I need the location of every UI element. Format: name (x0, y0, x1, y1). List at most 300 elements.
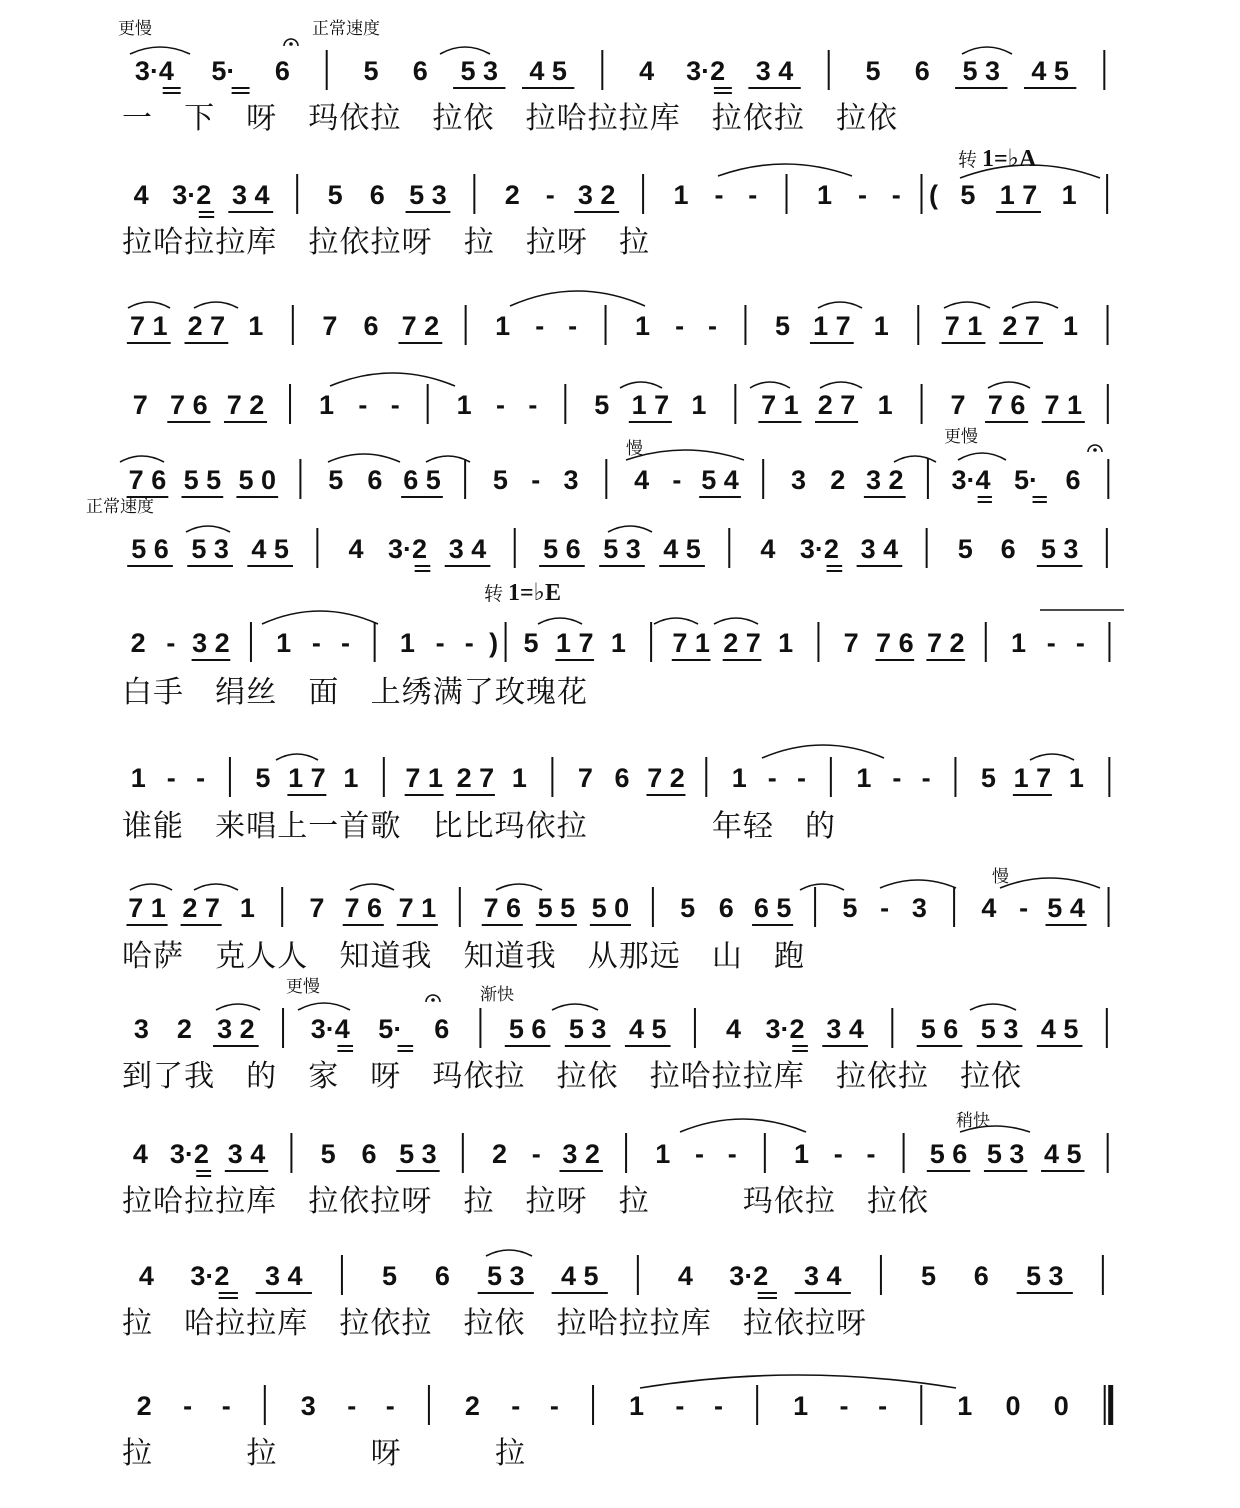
sustain-dash: - (708, 311, 718, 341)
note-group: 3·2 (169, 1139, 209, 1169)
note-group: 5 (328, 465, 344, 495)
slur-arc (120, 456, 164, 462)
slur-arc (1000, 878, 1100, 888)
slur-arc (426, 456, 470, 462)
note-group: 6 (614, 763, 630, 793)
note-group: 6 (718, 893, 734, 923)
sustain-dash: - (857, 180, 867, 210)
note-group: 5 6 (929, 1139, 968, 1169)
note-group: 5 (842, 893, 858, 923)
note-group: 7 6 (987, 390, 1026, 420)
note-group: 7 6 (344, 893, 383, 923)
score-row (122, 1385, 1111, 1471)
sustain-dash: - (891, 180, 901, 210)
score-row (122, 1111, 1108, 1219)
note-group: 6 (369, 180, 385, 210)
tempo-mark: 更慢 (118, 19, 152, 39)
note-group: 4 5 (1031, 56, 1069, 86)
note-group: 2 7 (182, 893, 220, 923)
sustain-dash: - (714, 1391, 724, 1421)
slur-arc (128, 302, 170, 308)
sustain-dash: - (695, 1139, 705, 1169)
score-row (122, 867, 1109, 974)
sustain-dash: - (545, 180, 555, 210)
note-group: 5 3 (568, 1014, 607, 1044)
sustain-dash: - (833, 1139, 843, 1169)
score-row (122, 757, 1109, 844)
note-group: 6 (434, 1014, 450, 1044)
key-signature: 1=♭A (982, 146, 1037, 172)
note-group: 6 (274, 56, 290, 86)
note-group: 4 (138, 1261, 154, 1291)
note-group: 7 6 (483, 893, 522, 923)
note-group: 2 7 (1002, 311, 1040, 341)
note-group: 2 7 (456, 763, 495, 793)
key-change-label: 转 (958, 149, 978, 171)
lyric-line: 拉 哈拉拉库 拉依拉 拉依 拉哈拉拉库 拉依拉呀 (122, 1306, 866, 1341)
note-group: 7 1 (405, 763, 443, 793)
note-group: 1 (655, 1139, 671, 1169)
sustain-dash: - (880, 893, 890, 923)
slur-arc (958, 453, 1006, 460)
note-group: 7 1 (1044, 390, 1083, 420)
note-group: 5 5 (537, 893, 576, 923)
sustain-dash: - (531, 1139, 541, 1169)
note-group: 6 (1065, 465, 1081, 495)
slur-arc (944, 302, 990, 308)
note-group: 1 (1068, 763, 1084, 793)
note-group: 6 5 (403, 465, 441, 495)
note-group: 5 (327, 180, 343, 210)
slur-arc (440, 47, 490, 54)
note-group: 3·2 (172, 180, 212, 210)
note-group: 7 2 (226, 390, 265, 420)
sustain-dash: - (797, 763, 807, 793)
note-group: 1 7 (631, 390, 670, 420)
note-group: 1 (239, 893, 255, 923)
note-group: 4 5 (1044, 1139, 1082, 1169)
key-signature: 1=♭E (508, 580, 562, 606)
score-row (122, 1255, 1103, 1341)
fermata-dot (431, 998, 435, 1002)
note-group: 2 7 (723, 628, 761, 658)
note-group: 5 (774, 311, 790, 341)
note-group: 3 (790, 465, 806, 495)
note-group: 1 7 (1013, 763, 1052, 793)
note-group: 4 (760, 534, 776, 564)
note-group: 0 (1005, 1391, 1021, 1421)
note-group: 5 (381, 1261, 398, 1291)
note-group: 1 (276, 628, 292, 658)
slur-arc (298, 1003, 350, 1010)
note-group: 2 7 (817, 390, 856, 420)
sustain-dash: - (675, 1391, 685, 1421)
note-group: 3·4 (951, 465, 991, 495)
note-group: 7 6 (128, 465, 167, 495)
note-group: 3 2 (192, 628, 230, 658)
note-group: 2 (136, 1391, 152, 1421)
note-group: 5 0 (591, 893, 630, 923)
note-group: 3 4 (755, 56, 794, 86)
note-group: 4 (726, 1014, 742, 1044)
note-group: 7 (309, 893, 325, 923)
note-group: 1 (1061, 180, 1077, 210)
note-group: 3 4 (804, 1261, 842, 1291)
note-group: 4 5 (560, 1261, 599, 1291)
note-group: 1 (248, 311, 264, 341)
sustain-dash: - (748, 180, 758, 210)
note-group: 1 (628, 1391, 644, 1421)
note-group: 1 (1062, 311, 1079, 341)
note-group: 7 6 (170, 390, 208, 420)
slur-arc (130, 47, 190, 54)
note-group: 5 3 (980, 1014, 1019, 1044)
note-group: 3 4 (231, 180, 270, 210)
sustain-dash: - (727, 1139, 737, 1169)
slur-arc (750, 382, 790, 388)
slur-arc (608, 526, 652, 532)
sustain-dash: - (166, 763, 176, 793)
note-group: 6 (973, 1261, 989, 1291)
note-group: 2 (830, 465, 846, 495)
lyric-line: 到了我 的 家 呀 玛依拉 拉依 拉哈拉拉库 拉依拉 拉依 (122, 1059, 1021, 1094)
slur-arc (496, 884, 542, 890)
tempo-mark: 正常速度 (312, 19, 380, 39)
note-group: 4 (639, 56, 655, 86)
sustain-dash: - (196, 763, 206, 793)
note-group: 7 2 (647, 763, 685, 793)
fermata-dot (1093, 448, 1097, 452)
sustain-dash: - (390, 390, 400, 420)
score-row (133, 384, 1108, 424)
note-group: 3 4 (826, 1014, 864, 1044)
note-group: 5· (1013, 465, 1038, 495)
note-group: 4 (348, 534, 364, 564)
note-group: 5 3 (486, 1261, 525, 1291)
tempo-mark: 渐快 (480, 985, 514, 1005)
score-row (86, 497, 1107, 571)
note-group: 5 3 (460, 56, 499, 86)
sustain-dash: - (714, 180, 724, 210)
slur-arc (820, 382, 862, 388)
score-rows (86, 19, 1111, 1471)
sustain-dash: - (528, 390, 538, 420)
note-group: 5 (363, 56, 379, 86)
note-group: 5 3 (986, 1139, 1025, 1169)
slur-arc (350, 884, 394, 890)
note-group: 7 1 (761, 390, 799, 420)
score-row (118, 19, 1104, 136)
note-group: 3 4 (860, 534, 899, 564)
key-change-label: 转 (484, 583, 504, 605)
note-group: 5 (865, 56, 881, 86)
slur-arc (510, 291, 645, 306)
paren-mark: ) (489, 628, 499, 658)
note-group: 7 (322, 311, 338, 341)
note-group: 1 (816, 180, 833, 210)
note-group: 4 (981, 893, 997, 923)
note-group: 5 (492, 465, 508, 495)
note-group: 4 5 (628, 1014, 667, 1044)
note-group: 1 (130, 763, 146, 793)
sustain-dash: - (385, 1391, 395, 1421)
sustain-dash: - (839, 1391, 849, 1421)
sustain-dash: - (675, 311, 685, 341)
note-group: 3 2 (562, 1139, 600, 1169)
note-group: 3·2 (799, 534, 839, 564)
note-group: 5 (680, 893, 696, 923)
note-group: 2 (464, 1391, 480, 1421)
slur-arc (328, 454, 400, 462)
note-group: 1 (635, 311, 651, 341)
note-group: 3·2 (190, 1261, 230, 1291)
note-group: 3 2 (577, 180, 616, 210)
sustain-dash: - (464, 628, 474, 658)
note-group: 5 3 (1025, 1261, 1064, 1291)
note-group: 5 (594, 390, 610, 420)
slur-arc (330, 373, 455, 386)
sustain-dash: - (311, 628, 321, 658)
slur-arc (130, 884, 172, 890)
note-group: 5 3 (1040, 534, 1079, 564)
note-group: 7 1 (944, 311, 983, 341)
note-group: 0 (1053, 1391, 1069, 1421)
slur-arc (800, 884, 844, 890)
note-group: 6 (434, 1261, 450, 1291)
note-group: 5 0 (238, 465, 277, 495)
fermata-dot (289, 42, 293, 46)
tempo-mark: 稍快 (956, 1111, 990, 1131)
tempo-mark: 慢 (992, 867, 1009, 887)
note-group: 1 (673, 180, 689, 210)
lyric-line: 谁能 来唱上一首歌 比比玛依拉 年轻 的 (122, 809, 835, 844)
slur-arc (552, 1004, 598, 1010)
slur-arc (216, 1004, 260, 1010)
note-group: 7 (843, 628, 859, 658)
sustain-dash: - (531, 465, 541, 495)
note-group: 3 (133, 1014, 149, 1044)
paren-mark: ( (929, 180, 939, 210)
note-group: 1 7 (288, 763, 326, 793)
note-group: 6 (361, 1139, 377, 1169)
note-group: 5 (920, 1261, 936, 1291)
score-row (122, 977, 1107, 1094)
note-group: 1 (610, 628, 626, 658)
note-group: 5 6 (920, 1014, 959, 1044)
sustain-dash: - (767, 763, 777, 793)
note-group: 7 (577, 763, 593, 793)
sustain-dash: - (511, 1391, 521, 1421)
sustain-dash: - (878, 1391, 888, 1421)
score-row (122, 146, 1107, 260)
note-group: 3 4 (265, 1261, 303, 1291)
note-group: 1 (873, 311, 889, 341)
slur-arc (486, 1250, 532, 1256)
note-group: 1 (691, 390, 707, 420)
note-group: 3 (300, 1391, 316, 1421)
note-group: 5 (957, 534, 973, 564)
note-group: 7 1 (398, 893, 437, 923)
note-group: 2 7 (187, 311, 226, 341)
note-group: 5 3 (191, 534, 229, 564)
sustain-dash: - (1046, 628, 1056, 658)
lyric-line: 哈萨 克人人 知道我 知道我 从那远 山 跑 (122, 939, 804, 974)
score-row (127, 305, 1108, 345)
slur-arc (620, 382, 662, 388)
note-group: 7 2 (926, 628, 965, 658)
lyric-line: 拉 拉 呀 拉 (122, 1436, 525, 1471)
note-group: 1 (957, 1391, 973, 1421)
slur-arc (276, 754, 318, 760)
sustain-dash: - (892, 763, 902, 793)
note-group: 1 (731, 763, 747, 793)
note-group: 4 (677, 1261, 693, 1291)
note-group: 4 5 (251, 534, 289, 564)
note-group: 1 (793, 1391, 809, 1421)
slur-arc (194, 302, 238, 308)
note-group: 7 1 (128, 893, 166, 923)
slur-arc (880, 880, 956, 888)
note-group: 1 (511, 763, 527, 793)
note-group: 3·2 (765, 1014, 805, 1044)
note-group: 4 (634, 465, 650, 495)
lyric-line: 白手 绢丝 面 上绣满了玫瑰花 (122, 675, 587, 710)
note-group: 1 (343, 763, 359, 793)
note-group: 3 2 (217, 1014, 255, 1044)
slur-arc (962, 47, 1012, 54)
note-group: 7 6 (876, 628, 914, 658)
sustain-dash: - (166, 628, 176, 658)
note-group: 5 4 (701, 465, 739, 495)
note-group: 6 (412, 56, 428, 86)
note-group: 5· (378, 1014, 403, 1044)
note-group: 1 7 (555, 628, 594, 658)
note-group: 1 (794, 1139, 810, 1169)
note-group: 1 (456, 390, 472, 420)
note-group: 5 (980, 763, 996, 793)
note-group: 2 (130, 628, 146, 658)
note-group: 5 3 (409, 180, 447, 210)
note-group: 3 (911, 893, 927, 923)
lyric-line: 一 下 呀 玛依拉 拉依 拉哈拉拉库 拉依拉 拉依 (122, 101, 897, 136)
slur-arc (654, 618, 698, 624)
note-group: 1 7 (999, 180, 1038, 210)
sustain-dash: - (549, 1391, 559, 1421)
note-group: 5 (523, 628, 539, 658)
note-group: 5 (960, 180, 976, 210)
note-group: 2 (176, 1014, 192, 1044)
note-group: 7 1 (672, 628, 710, 658)
note-group: 1 (778, 628, 794, 658)
note-group: 1 (877, 390, 893, 420)
note-group: 6 (367, 465, 383, 495)
tempo-mark: 更慢 (286, 977, 320, 997)
note-group: 5 3 (962, 56, 1001, 86)
sustain-dash: - (435, 628, 445, 658)
note-group: 3·4 (310, 1014, 350, 1044)
note-group: 5 3 (399, 1139, 437, 1169)
tempo-mark: 正常速度 (86, 497, 154, 517)
sustain-dash: - (568, 311, 578, 341)
note-group: 2 (492, 1139, 508, 1169)
note-group: 3·2 (387, 534, 427, 564)
note-group: 5 6 (543, 534, 581, 564)
slur-arc (894, 456, 936, 462)
note-group: 3·4 (134, 56, 174, 86)
note-group: 1 (495, 311, 511, 341)
note-group: 1 (856, 763, 872, 793)
note-group: 4 (132, 1139, 148, 1169)
slur-arc (640, 1375, 956, 1388)
sustain-dash: - (221, 1391, 231, 1421)
note-group: 5 3 (603, 534, 641, 564)
slur-arc (818, 302, 862, 308)
sustain-dash: - (347, 1391, 357, 1421)
slur-arc (194, 884, 238, 890)
sustain-dash: - (866, 1139, 876, 1169)
slur-arc (262, 611, 378, 624)
note-group: 6 (1000, 534, 1016, 564)
note-group: 5 5 (183, 465, 222, 495)
note-group: 1 7 (813, 311, 851, 341)
slur-arc (538, 618, 582, 624)
sustain-dash: - (535, 311, 545, 341)
note-group: 3·2 (686, 56, 726, 86)
note-group: 5 6 (508, 1014, 547, 1044)
sustain-dash: - (496, 390, 506, 420)
lyric-line: 拉哈拉拉库 拉依拉呀 拉 拉呀 拉 (122, 225, 649, 260)
note-group: 1 (1010, 628, 1027, 658)
sustain-dash: - (672, 465, 682, 495)
note-group: 1 (318, 390, 334, 420)
slur-arc (718, 164, 852, 176)
note-group: 6 5 (753, 893, 792, 923)
slur-arc (970, 1004, 1016, 1010)
note-group: 1 (399, 628, 415, 658)
slur-arc (1030, 754, 1074, 760)
tempo-mark: 更慢 (944, 427, 978, 447)
score-row (127, 427, 1109, 502)
note-group: 4 5 (663, 534, 701, 564)
sustain-dash: - (341, 628, 351, 658)
note-group: 5 (320, 1139, 336, 1169)
sustain-dash: - (358, 390, 368, 420)
note-group: 5 (255, 763, 271, 793)
note-group: 4 (133, 180, 149, 210)
score-row (122, 580, 1109, 710)
sustain-dash: - (1075, 628, 1085, 658)
note-group: 2 (504, 180, 520, 210)
note-group: 7 1 (130, 311, 168, 341)
note-group: 3 (563, 465, 579, 495)
note-group: 3 2 (865, 465, 904, 495)
lyric-line: 拉哈拉拉库 拉依拉呀 拉 拉呀 拉 玛依拉 拉依 (122, 1184, 928, 1219)
note-group: 7 2 (401, 311, 440, 341)
slur-arc (714, 618, 758, 624)
note-group: 3 4 (448, 534, 487, 564)
sustain-dash: - (183, 1391, 193, 1421)
note-group: 6 (363, 311, 379, 341)
slur-arc (762, 745, 884, 758)
sustain-dash: - (921, 763, 931, 793)
note-group: 7 (132, 390, 148, 420)
note-group: 5 4 (1047, 893, 1085, 923)
sustain-dash: - (1019, 893, 1029, 923)
slur-arc (186, 526, 230, 532)
note-group: 7 (950, 390, 966, 420)
note-group: 3 4 (227, 1139, 266, 1169)
slur-arc (1012, 302, 1058, 308)
